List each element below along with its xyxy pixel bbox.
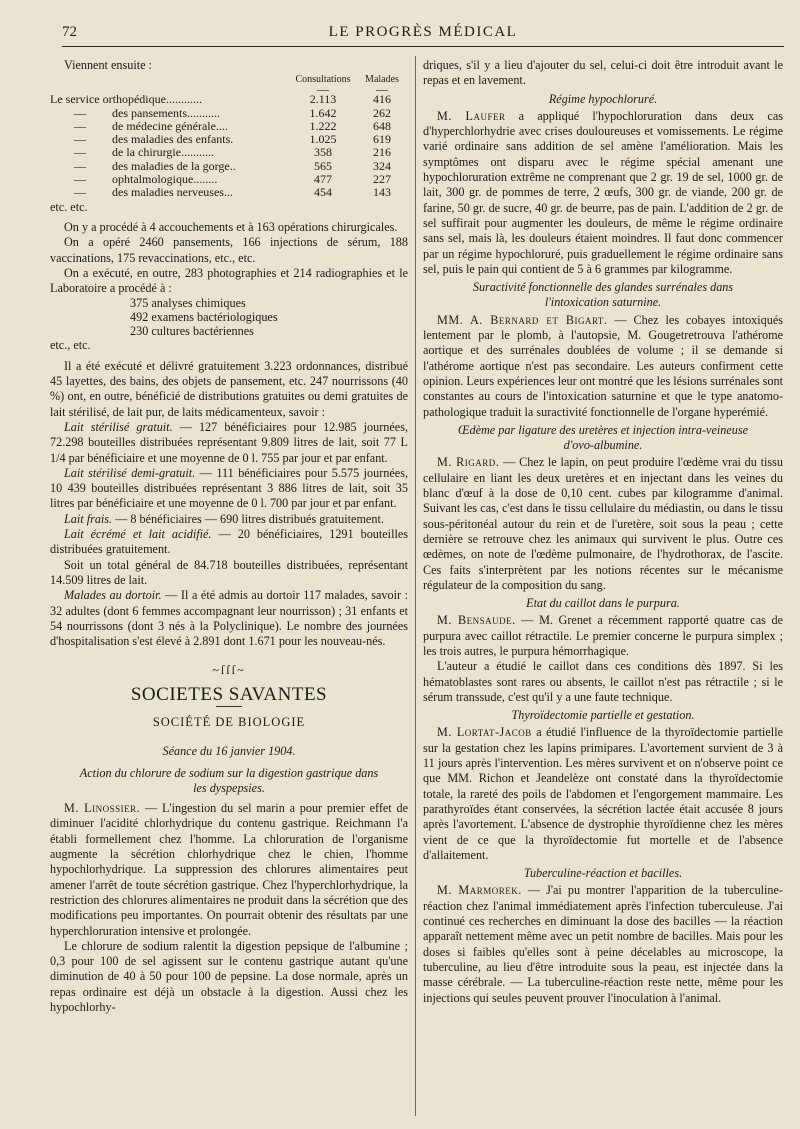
lab-item: 375 analyses chimiques xyxy=(130,296,246,311)
paragraph-laufer xyxy=(423,109,783,277)
ornament-divider: ~ſſſ~ xyxy=(212,663,246,678)
row-label xyxy=(50,133,290,146)
paragraph-continuation: driques, s'il y a lieu d'ajouter du sel, celui-ci doit être introduit avant le repas et en lavement. xyxy=(423,58,783,88)
row-label-text: ophtalmologique........ xyxy=(112,172,218,187)
page-number: 72 xyxy=(62,24,77,40)
lab-item: 230 cultures bactériennes xyxy=(130,324,254,339)
lait-sterilise-label: Lait stérilisé gratuit. xyxy=(64,419,173,434)
table-row xyxy=(50,107,408,120)
row-label xyxy=(50,173,290,186)
paragraph-lait-ecreme xyxy=(50,527,408,558)
row-consultations: 1.222 xyxy=(309,118,337,133)
author-name: M. Lortat-Jacob xyxy=(437,725,532,740)
row-label xyxy=(50,107,290,120)
paragraph-lait-demi-gratuit xyxy=(50,466,408,512)
row-malades: 324 xyxy=(373,158,391,173)
row-label-text: de la chirurgie........... xyxy=(112,145,215,160)
row-malades: 648 xyxy=(373,118,391,133)
paragraph-linossier xyxy=(50,801,408,939)
row-malades: 227 xyxy=(373,172,391,187)
row-label-text: des maladies de la gorge.. xyxy=(112,158,236,173)
article-title: Œdème par ligature des uretères et injection intra-veineuse d'ovo-albumine. xyxy=(457,422,749,453)
table-row xyxy=(50,120,408,133)
author-name: M. Rigard. xyxy=(437,455,500,470)
lait-demi-gratuit-label: Lait stérilisé demi-gratuit. xyxy=(64,465,196,480)
lait-frais-label: Lait frais. xyxy=(64,511,113,526)
article-title: Tuberculine-réaction et bacilles. xyxy=(523,866,683,881)
table-row xyxy=(50,160,408,173)
lab-etc: etc., etc. xyxy=(50,338,91,353)
row-label xyxy=(50,160,290,173)
table-row xyxy=(50,186,408,199)
row-label xyxy=(50,146,290,159)
ditto-dash: — xyxy=(74,172,86,187)
seance-date: Séance du 16 janvier 1904. xyxy=(162,744,296,759)
paragraph-marmorek xyxy=(423,883,783,1005)
row-malades: 262 xyxy=(373,105,391,120)
consultations-table xyxy=(50,73,408,199)
ditto-dash: — xyxy=(74,185,86,200)
table-row xyxy=(50,133,408,146)
lortat-text: a étudié l'influence de la thyroïdectomie partielle sur la gestation chez les lapins primipares. L'avortement survient de 3 à 11 jours après l'intervention. Les mères survivent et on n'observe point ce que MM. Richon et Jeandelèze ont constaté dans la thyroïdectomie totale, la rareté des poils de l'abdomen et l'engorgement mammaire. Les parathyroïdes étant conservées, la sécrétion lactée était accusée 8 jours après l'avortement. L'absence de dystrophie thyroïdienne chez les mères vient de ce que la thyroïdectomie fut mortelle et de l'absence d'allaitement. xyxy=(423,725,783,862)
article-title: Etat du caillot dans le purpura. xyxy=(526,596,680,611)
ditto-dash: — xyxy=(74,118,86,133)
paragraph-gratuit: Il a été exécuté et délivré gratuitement 3.223 ordonnances, distribué 45 layettes, des bains, des objets de pansement, etc. 247 nourrissons (40 %) ont, en outre, bénéficié de distributions gratuites ou demi gratuites de lait stérilisé, de lait pur, de laits médicamenteux, savoir : xyxy=(50,358,408,419)
laufer-text: a appliqué l'hypochloruration dans deux cas d'hyperchlorhydrie avec crises douloureuses et vomissements. Le régime varié ordinaire sans addition de sel amène l'amélioration. Mais les symptômes ont disparu avec le régime spécial amenant une hypochloruration extrême ne comprenant que 2 gr. 19 de sel, 1000 gr. de lait, 300 gr. de pommes de terre, 2 œufs, 300 gr. de viande, 200 gr. de farine, 50 gr. de sucre, 40 gr. de beurre, pas de pain. L'addition de 2 gr. de sel suffirait pour augmenter les douleurs, de même le régime ordinaire sans sel, mais là, les douleurs étaient moindres. Il faut donc commencer par un régime hypochloruré, puis graduellement le régime ordinaire sans sel, puis le pain qui contient de 5 à 6 grammes par kilogramme. xyxy=(423,108,783,276)
row-label xyxy=(50,186,290,199)
row-label-text: des pansements........... xyxy=(112,105,220,120)
table-row xyxy=(50,146,408,159)
paragraph-total: Soit un total général de 84.718 bouteilles distribuées, représentant 14.509 litres de lait. xyxy=(50,557,408,587)
author-name: M. Marmorek. xyxy=(437,883,522,898)
row-malades: 216 xyxy=(373,145,391,160)
right-column xyxy=(423,58,783,1006)
running-title: LE PROGRÈS MÉDICAL xyxy=(328,24,518,40)
row-malades: 143 xyxy=(373,185,391,200)
row-consultations: 2.113 xyxy=(309,92,337,107)
paragraph-lait-frais xyxy=(50,512,408,527)
col-header-malades: Malades xyxy=(365,74,399,86)
section-title: SOCIETES SAVANTES xyxy=(130,683,328,705)
ditto-dash: — xyxy=(74,105,86,120)
paragraph-photographies: On a exécuté, en outre, 283 photographies et 214 radiographies et le Laboratoire a procédé à : xyxy=(50,265,408,296)
dortoir-label: Malades au dortoir. xyxy=(64,588,162,603)
paragraph-lortat xyxy=(423,725,783,863)
stats-intro: Viennent ensuite : xyxy=(64,58,152,72)
row-consultations: 1.642 xyxy=(309,105,337,120)
ditto-dash: — xyxy=(74,158,86,173)
row-label xyxy=(50,120,290,133)
lait-demi-gratuit-text: — 111 bénéficiaires pour 5.575 journées, 10 439 bouteilles distribuées représentant 3 886 litres de lait, soit 35 litres par bénéficiaire et une moyenne de 0 l. 700 par jour et par enfant. xyxy=(50,465,408,511)
paragraph-lait-sterilise xyxy=(50,420,408,466)
ditto-dash: — xyxy=(74,132,86,147)
col-header-consultations: Consultations xyxy=(295,74,351,86)
article-title: Thyroïdectomie partielle et gestation. xyxy=(511,708,695,723)
row-label-text: de médecine générale.... xyxy=(112,118,228,133)
rigard-text: — Chez le lapin, on peut produire l'œdème vrai du tissu cellulaire en liant les deux uretères et en injectant dans les veines du blanc d'œuf à la dose de 0,10 cent. cubes par kilogramme d'animal. Suivant les cas, c'est dans le tissu cellulaire du médiastin, ou dans le tissu sous-péritonéal autour du rein et de l'uretère, soit sous la peau ; cette dernière se retrouve chez les animaux qui survivent le plus. Outre ces œdèmes, on note de l'œdème pulmonaire, de l'hydrothorax, de l'ascite. Ces faits s'interprètent par les notions récentes sur le mécanisme régulateur de la composition du sang. xyxy=(423,455,783,592)
row-consultations: 454 xyxy=(314,185,332,200)
row-label: Le service orthopédique............ xyxy=(50,92,202,107)
row-consultations: 1.025 xyxy=(309,132,337,147)
linossier-text: — L'ingestion du sel marin a pour premier effet de diminuer l'acidité chlorhydrique du contenu gastrique. Reichmann l'a établi formellement chez l'homme. La chloruration de l'organisme augmente la sécrétion chlorhydrique chez le chien, l'homme hypochlorhydrique. La suppression des chlorures alimentaires peut amener l'arrêt de toute sécrétion gastrique. Chez l'hyperchlorhydrique, la restriction des chlorures alimentaires ne produit dans la sécrétion que des modifications peu importantes. On pourrait obtenir des résultats par une hyperchloruration intensive et prolongée. xyxy=(50,801,408,938)
marmorek-text: — J'ai pu montrer l'apparition de la tuberculine-réaction chez l'animal immédiatement après l'infection tuberculeuse. J'ai continué ces recherches en diminuant la dose des bacilles — la réaction apparaît nettement même avec un petit nombre de bacilles. Mais pour les doses si faibles qu'elles sont à peine décelables au microscope, la tuberculine, au lieu d'être introduite sous la peau, est injectée dans la masse cérébrale. — La tuberculine-réaction reste nette, même pour les injections qui seules peuvent prouver l'inoculation à l'animal. xyxy=(423,883,783,1005)
paragraph-chlorure: Le chlorure de sodium ralentit la digestion pepsique de l'albumine ; 0,3 pour 100 de sel agissent sur le contenu gastrique autant qu'une diminution de 40 à 50 pour 100 de pepsine. La dose normale, après un repas ordinaire est déjà un obstacle à la digestion. Aussi chez les hypochlorhy- xyxy=(50,938,408,1015)
article-title: Action du chlorure de sodium sur la digestion gastrique dans les dyspepsies. xyxy=(79,765,379,795)
row-label-text: des maladies nerveuses... xyxy=(112,185,233,200)
paragraph-bernard xyxy=(423,313,783,420)
row-malades: 416 xyxy=(373,92,391,107)
table-row xyxy=(50,173,408,186)
row-label-text: des maladies des enfants. xyxy=(112,132,234,147)
society-title: SOCIÉTÉ DE BIOLOGIE xyxy=(152,714,306,729)
col-dash: — xyxy=(317,82,329,97)
article-title: Suractivité fonctionnelle des glandes surrénales dans l'intoxication saturnine. xyxy=(472,280,734,310)
stats-etc: etc. etc. xyxy=(50,199,88,214)
row-consultations: 358 xyxy=(314,145,332,160)
row-consultations: 565 xyxy=(314,158,332,173)
title-rule xyxy=(216,706,242,707)
article-title: Régime hypochloruré. xyxy=(548,91,658,106)
lait-frais-text: — 8 bénéficiaires — 690 litres distribués gratuitement. xyxy=(112,511,384,526)
row-malades: 619 xyxy=(373,132,391,147)
paragraph-dortoir xyxy=(50,588,408,649)
author-name: M. Bensaude. xyxy=(437,613,516,628)
ditto-dash: — xyxy=(74,145,86,160)
column-divider xyxy=(415,56,416,1116)
paragraph-pansements: On a opéré 2460 pansements, 166 injections de sérum, 188 vaccinations, 175 revaccinations, etc., etc. xyxy=(50,235,408,265)
bensaude-text: — M. Grenet a récemment rapporté quatre cas de purpura avec caillot rétractile. Le premier concerne le purpura simplex ; les trois autres, le purpura hémorrhagique. xyxy=(423,613,783,658)
paragraph-accouchements: On y a procédé à 4 accouchements et à 163 opérations chirurgicales. xyxy=(64,219,398,234)
paragraph-auteur: L'auteur a étudié le caillot dans ces conditions dès 1897. Si les hématoblastes sont rares ou absents, le caillot n'est pas rétractile ; si le sérum transsude, c'est qu'il y a une faute technique. xyxy=(423,659,783,704)
author-name: M. Linossier. xyxy=(64,801,141,816)
lait-ecreme-label: Lait écrémé et lait acidifié. xyxy=(64,527,212,542)
paragraph-rigard xyxy=(423,455,783,593)
paragraph-bensaude xyxy=(423,613,783,659)
left-column xyxy=(50,58,408,1015)
bernard-text: — Chez les cobayes intoxiqués lentement par le plomb, à l'autopsie, M. Gougetretrouva l'athérome aortique et des surrénales doublées de volume ; il se demande si l'athérome aortique n'est pas secondaire. Les auteurs confirment cette opinion. Leurs expériences leur ont montré que les lésions surrénales sont constantes au cours de l'intoxication saturnine et que le type anatomo-pathologique traduit la suractivité fonctionnelle de l'organe hyperémié. xyxy=(423,312,783,419)
page-header xyxy=(62,24,784,47)
table-row xyxy=(50,93,408,106)
dortoir-text: — Il a été admis au dortoir 117 malades, savoir : 32 adultes (dont 6 femmes accompagnant leur nourrisson) ; 31 enfants et 54 nourrissons (dont 3 nés à la Polyclinique). Le nombre des journées d'hospitalisation s'est élevé à 2.891 dont 1.671 pour les nouveau-nés. xyxy=(50,588,408,649)
row-consultations: 477 xyxy=(314,172,332,187)
lait-sterilise-text: — 127 bénéficiaires pour 12.985 journées, 72.298 bouteilles distribuées représentant 9.809 litres de lait, soit 77 L 1/4 par bénéficiaire et une moyenne de 0 l. 755 par jour et par enfant. xyxy=(50,419,408,465)
lait-ecreme-text: — 20 bénéficiaires, 1291 bouteilles distribuées gratuitement. xyxy=(50,527,408,557)
lab-item: 492 examens bactériologiques xyxy=(130,310,278,325)
author-name: MM. A. Bernard et Bigart. xyxy=(437,312,608,327)
author-name: M. Laufer xyxy=(437,108,506,123)
col-dash: — xyxy=(376,82,388,97)
